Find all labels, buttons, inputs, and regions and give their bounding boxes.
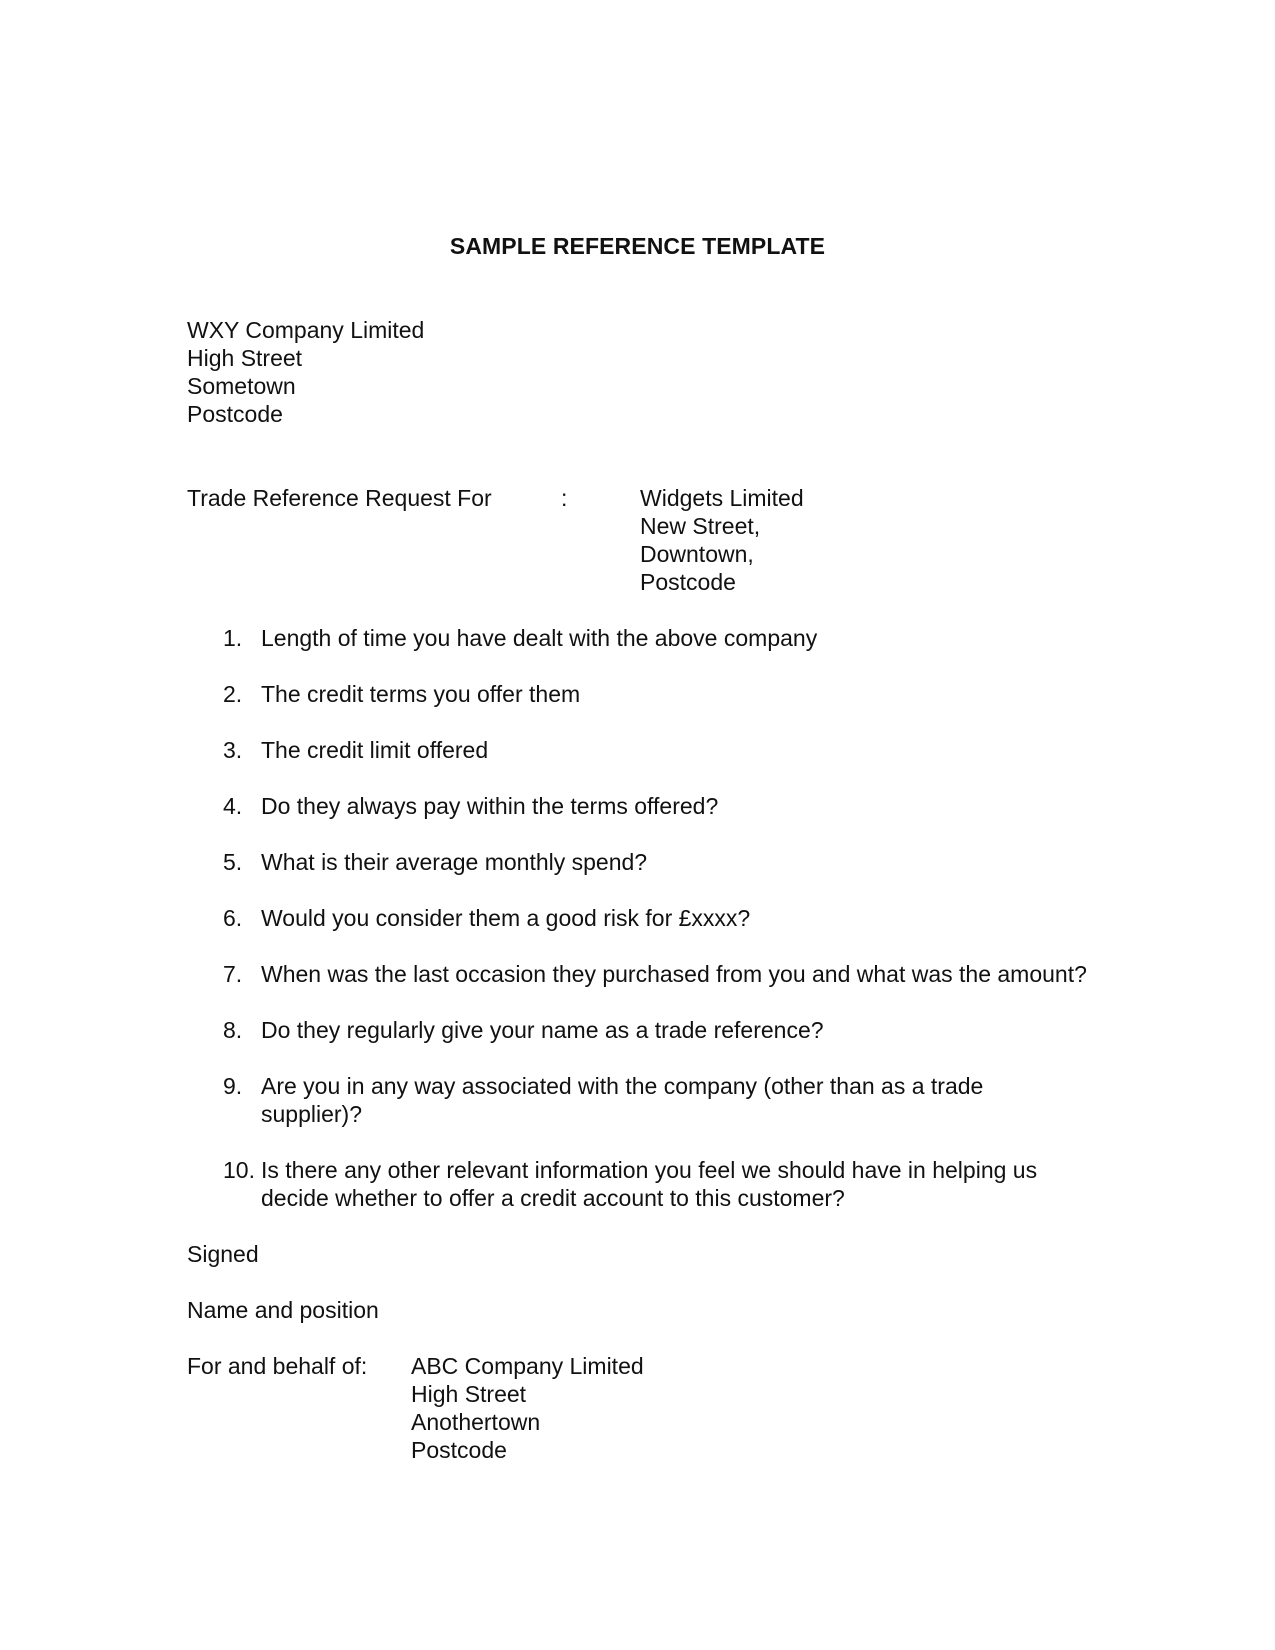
question-item — [187, 680, 1107, 708]
question-number: 5. — [223, 849, 243, 875]
question-number: 2. — [223, 681, 243, 707]
trade-request-address — [640, 484, 804, 596]
question-number: 6. — [223, 905, 243, 931]
question-item — [187, 1072, 1107, 1128]
question-number: 1. — [223, 625, 243, 651]
question-number: 10. — [223, 1157, 255, 1183]
question-number: 3. — [223, 737, 243, 763]
behalf-address-line: ABC Company Limited — [411, 1353, 644, 1379]
question-item — [187, 1016, 1107, 1044]
behalf-label: For and behalf of: — [187, 1353, 368, 1379]
question-text-line: decide whether to offer a credit account to this customer? — [261, 1185, 845, 1211]
question-item — [187, 960, 1107, 988]
question-text-line: Are you in any way associated with the company (other than as a trade — [261, 1073, 984, 1099]
trade-address-line: New Street, — [640, 513, 761, 539]
behalf-address — [411, 1352, 644, 1464]
question-item — [187, 736, 1107, 764]
sender-address — [187, 316, 424, 428]
question-text: Do they regularly give your name as a trade reference? — [261, 1017, 824, 1043]
behalf-address-line: Postcode — [411, 1437, 507, 1463]
trade-address-line: Widgets Limited — [640, 485, 804, 511]
sender-address-line: High Street — [187, 345, 303, 371]
question-text: When was the last occasion they purchased from you and what was the amount? — [261, 961, 1087, 987]
question-text: Would you consider them a good risk for £xxxx? — [261, 905, 751, 931]
question-item — [187, 624, 1107, 652]
behalf-address-line: Anothertown — [411, 1409, 541, 1435]
question-text-line: Is there any other relevant information you feel we should have in helping us — [261, 1157, 1038, 1183]
trade-address-line: Postcode — [640, 569, 736, 595]
name-position-label: Name and position — [187, 1297, 379, 1323]
question-number: 8. — [223, 1017, 243, 1043]
signed-label: Signed — [187, 1241, 259, 1267]
question-text: Do they always pay within the terms offered? — [261, 793, 719, 819]
trade-request-separator: : — [561, 485, 568, 511]
question-text: Length of time you have dealt with the above company — [261, 625, 818, 651]
question-text: The credit terms you offer them — [261, 681, 581, 707]
question-text-line: supplier)? — [261, 1101, 362, 1127]
question-number: 9. — [223, 1073, 243, 1099]
question-item — [187, 792, 1107, 820]
question-list — [187, 624, 1107, 1240]
trade-request-label: Trade Reference Request For — [187, 485, 492, 511]
question-text: The credit limit offered — [261, 737, 489, 763]
question-number: 4. — [223, 793, 243, 819]
question-item — [187, 1156, 1107, 1212]
page-title: SAMPLE REFERENCE TEMPLATE — [449, 233, 826, 259]
sender-address-line: Sometown — [187, 373, 296, 399]
sender-address-line: Postcode — [187, 401, 283, 427]
question-text: What is their average monthly spend? — [261, 849, 648, 875]
behalf-address-line: High Street — [411, 1381, 527, 1407]
question-number: 7. — [223, 961, 243, 987]
question-item — [187, 904, 1107, 932]
trade-address-line: Downtown, — [640, 541, 754, 567]
question-item — [187, 848, 1107, 876]
sender-address-line: WXY Company Limited — [187, 317, 425, 343]
